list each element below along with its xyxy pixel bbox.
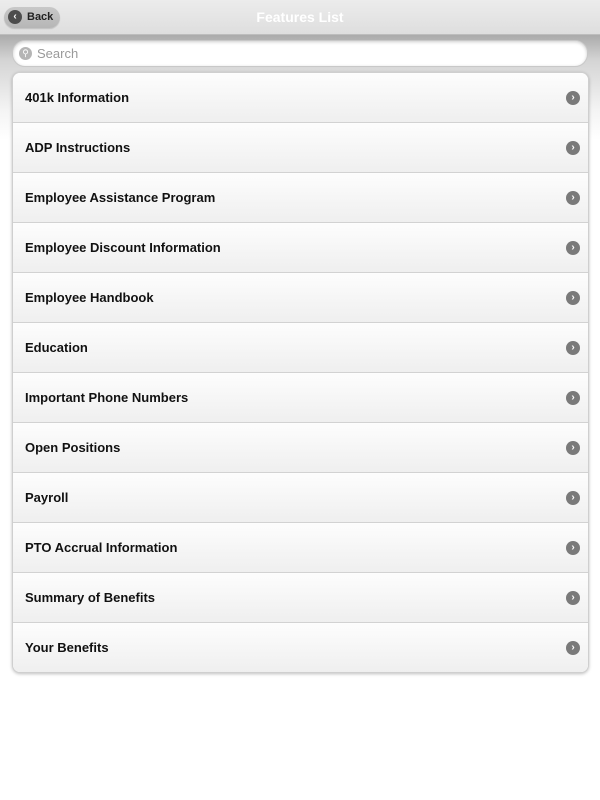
list-item[interactable] (13, 422, 588, 472)
list-item[interactable] (13, 572, 588, 622)
chevron-right-icon: › (566, 491, 580, 505)
chevron-right-icon: › (566, 541, 580, 555)
list-item-label: Important Phone Numbers (25, 390, 189, 405)
list-item[interactable] (13, 472, 588, 522)
list-item-label: Employee Discount Information (25, 240, 221, 255)
features-list (12, 72, 589, 673)
chevron-right-icon: › (566, 341, 580, 355)
chevron-right-icon: › (566, 591, 580, 605)
chevron-right-icon: › (566, 641, 580, 655)
chevron-right-icon: › (566, 291, 580, 305)
list-item-label: Your Benefits (25, 640, 109, 655)
chevron-right-icon: › (566, 141, 580, 155)
list-item-label: Open Positions (25, 440, 121, 455)
list-item-label: Payroll (25, 490, 69, 505)
list-item-label: Education (25, 340, 88, 355)
chevron-right-icon: › (566, 241, 580, 255)
list-item[interactable] (13, 73, 588, 122)
list-item[interactable] (13, 222, 588, 272)
chevron-right-icon: › (566, 391, 580, 405)
header-bar (0, 0, 600, 35)
list-item-label: Employee Handbook (25, 290, 154, 305)
list-item-label: Employee Assistance Program (25, 190, 216, 205)
page-title: Features List (256, 9, 344, 25)
chevron-left-icon: ‹ (8, 10, 22, 24)
list-item-label: 401k Information (25, 90, 130, 105)
list-item[interactable] (13, 622, 588, 672)
list-item-label: Summary of Benefits (25, 590, 156, 605)
list-item-label: PTO Accrual Information (25, 540, 178, 555)
search-icon: ⚲ (19, 47, 32, 60)
list-item[interactable] (13, 522, 588, 572)
search-input[interactable] (37, 41, 577, 66)
search-field[interactable] (12, 40, 588, 67)
list-item[interactable] (13, 372, 588, 422)
list-item[interactable] (13, 272, 588, 322)
list-item[interactable] (13, 322, 588, 372)
list-item-label: ADP Instructions (25, 140, 131, 155)
list-item[interactable] (13, 122, 588, 172)
back-label: Back (27, 11, 54, 23)
chevron-right-icon: › (566, 191, 580, 205)
chevron-right-icon: › (566, 91, 580, 105)
list-item[interactable] (13, 172, 588, 222)
chevron-right-icon: › (566, 441, 580, 455)
